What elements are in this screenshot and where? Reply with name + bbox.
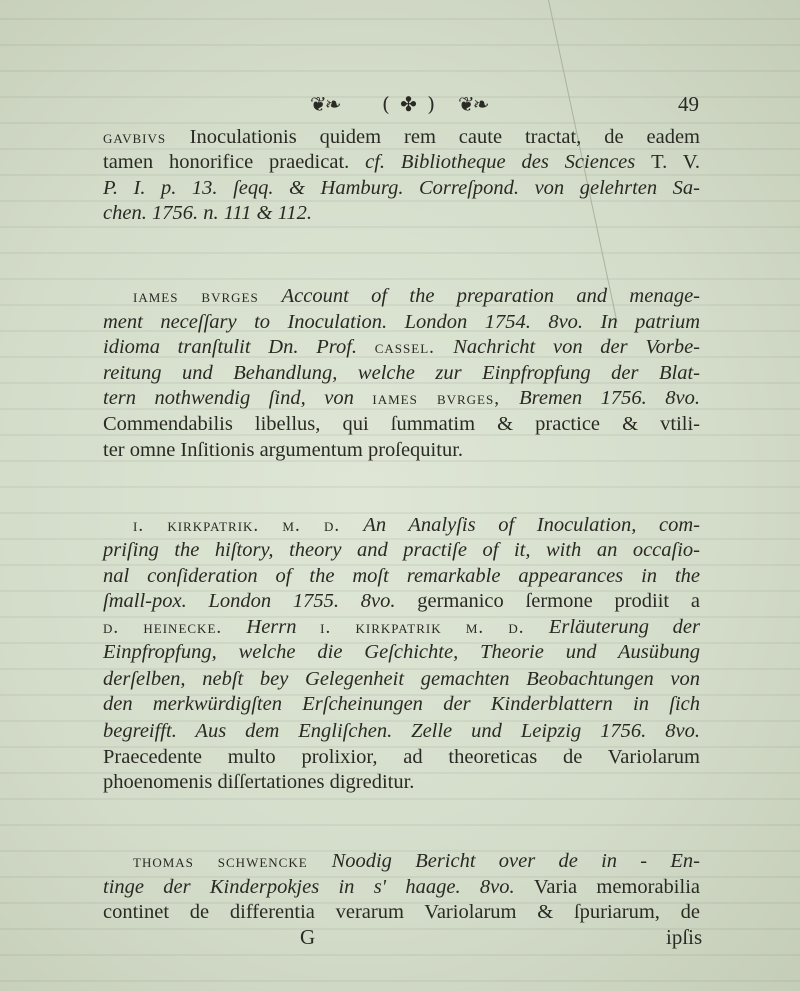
ornament-center-icon: ( ✤ ) bbox=[382, 92, 438, 116]
italic-title-text: begreifft. Aus dem Engliſchen. Zelle und Leipzig 1756. 8vo. bbox=[103, 720, 700, 742]
italic-title-text: chen. 1756. n. 111 & 112. bbox=[103, 202, 312, 224]
text-line bbox=[103, 361, 700, 385]
roman-text: germanico ſermone prodiit a bbox=[417, 590, 700, 612]
roman-text: Praecedente multo prolixior, ad theoreticas de Variolarum bbox=[103, 746, 700, 768]
italic-title-text: reitung und Behandlung, welche zur Einpfropfung der Blat- bbox=[103, 362, 700, 384]
author-name: d. heinecke. bbox=[103, 617, 247, 638]
author-name: gavbivs bbox=[103, 127, 190, 148]
running-header bbox=[300, 92, 720, 120]
signature-mark: G bbox=[300, 925, 316, 949]
text-line bbox=[103, 125, 700, 149]
text-line bbox=[103, 310, 700, 334]
author-name: i. kirkpatrik m. d. bbox=[320, 617, 549, 638]
italic-title-text: den merkwürdigſten Erſcheinungen der Kinderblattern in ſich bbox=[103, 693, 700, 715]
text-line bbox=[103, 745, 700, 769]
author-name: iames bvrges, bbox=[372, 388, 520, 409]
roman-text: Commendabilis libellus, qui ſummatim & practice & vtili- bbox=[103, 413, 700, 435]
italic-title-text: tinge der Kinderpokjes in s' haage. 8vo. bbox=[103, 876, 534, 898]
italic-title-text: An Analyſis of Inoculation, com- bbox=[363, 514, 700, 536]
text-line bbox=[103, 150, 700, 174]
text-line bbox=[103, 770, 700, 794]
author-name: i. kirkpatrik. m. d. bbox=[133, 515, 364, 536]
italic-title-text: tern nothwendig ſind, von bbox=[103, 387, 373, 409]
author-name: cassel. bbox=[374, 337, 454, 358]
text-line bbox=[103, 615, 700, 639]
roman-text: T. V. bbox=[651, 151, 700, 173]
roman-text: Varia memorabilia bbox=[533, 876, 700, 898]
italic-title-text: nal conſideration of the moſt remarkable appearances in the bbox=[103, 565, 700, 587]
italic-title-text: P. I. p. 13. ſeqq. & Hamburg. Correſpond. von gelehrten Sa- bbox=[103, 177, 700, 199]
page-number: 49 bbox=[678, 92, 699, 116]
italic-title-text: Einpfropfung, welche die Geſchichte, Theorie und Ausübung bbox=[103, 641, 700, 663]
text-line bbox=[103, 875, 700, 899]
text-line bbox=[103, 564, 700, 588]
text-line bbox=[103, 719, 700, 743]
text-line bbox=[103, 335, 700, 359]
ornament-left-icon: ❦❧ bbox=[310, 92, 340, 116]
author-name: thomas schwencke bbox=[133, 851, 332, 872]
text-line bbox=[103, 900, 700, 924]
text-line bbox=[103, 692, 700, 716]
italic-title-text: Noodig Bericht over de in - En- bbox=[331, 850, 700, 872]
text-line bbox=[103, 176, 700, 200]
italic-title-text: Herrn bbox=[246, 616, 321, 638]
text-line bbox=[103, 640, 700, 664]
italic-title-text: ſmall-pox. London 1755. 8vo. bbox=[103, 590, 418, 612]
text-line bbox=[103, 589, 700, 613]
italic-title-text: ment neceſſary to Inoculation. London 1754. 8vo. In patrium bbox=[103, 311, 700, 333]
roman-text: continet de differentia verarum Variolarum & ſpuriarum, de bbox=[103, 901, 700, 923]
italic-title-text: cf. Bibliotheque des Sciences bbox=[365, 151, 652, 173]
italic-title-text: idioma tranſtulit Dn. Prof. bbox=[103, 336, 375, 358]
roman-text: Inoculationis quidem rem caute tractat, de eadem bbox=[189, 126, 700, 148]
catchword: ipſis bbox=[666, 925, 703, 949]
author-name: iames bvrges bbox=[133, 286, 282, 307]
roman-text: phoenomenis diſſertationes digreditur. bbox=[103, 771, 415, 793]
italic-title-text: Nachricht von der Vorbe- bbox=[453, 336, 700, 358]
text-line bbox=[103, 201, 700, 225]
text-line bbox=[133, 284, 700, 308]
italic-title-text: Account of the preparation and menage- bbox=[281, 285, 700, 307]
ornament-right-icon: ❦❧ bbox=[458, 92, 488, 116]
italic-title-text: priſing the hiſtory, theory and practiſe of it, with an occaſio- bbox=[103, 539, 700, 561]
roman-text: ter omne Inſitionis argumentum proſequitur. bbox=[103, 439, 464, 461]
text-line bbox=[103, 667, 700, 691]
italic-title-text: derſelben, nebſt bey Gelegenheit gemachten Beobachtungen von bbox=[103, 668, 700, 690]
text-line bbox=[103, 438, 700, 462]
text-line bbox=[103, 412, 700, 436]
roman-text: tamen honorifice praedicat. bbox=[103, 151, 366, 173]
italic-title-text: Erläuterung der bbox=[548, 616, 700, 638]
text-line bbox=[103, 538, 700, 562]
text-line bbox=[133, 849, 700, 873]
text-line bbox=[103, 386, 700, 410]
text-line bbox=[133, 513, 700, 537]
italic-title-text: Bremen 1756. 8vo. bbox=[519, 387, 700, 409]
